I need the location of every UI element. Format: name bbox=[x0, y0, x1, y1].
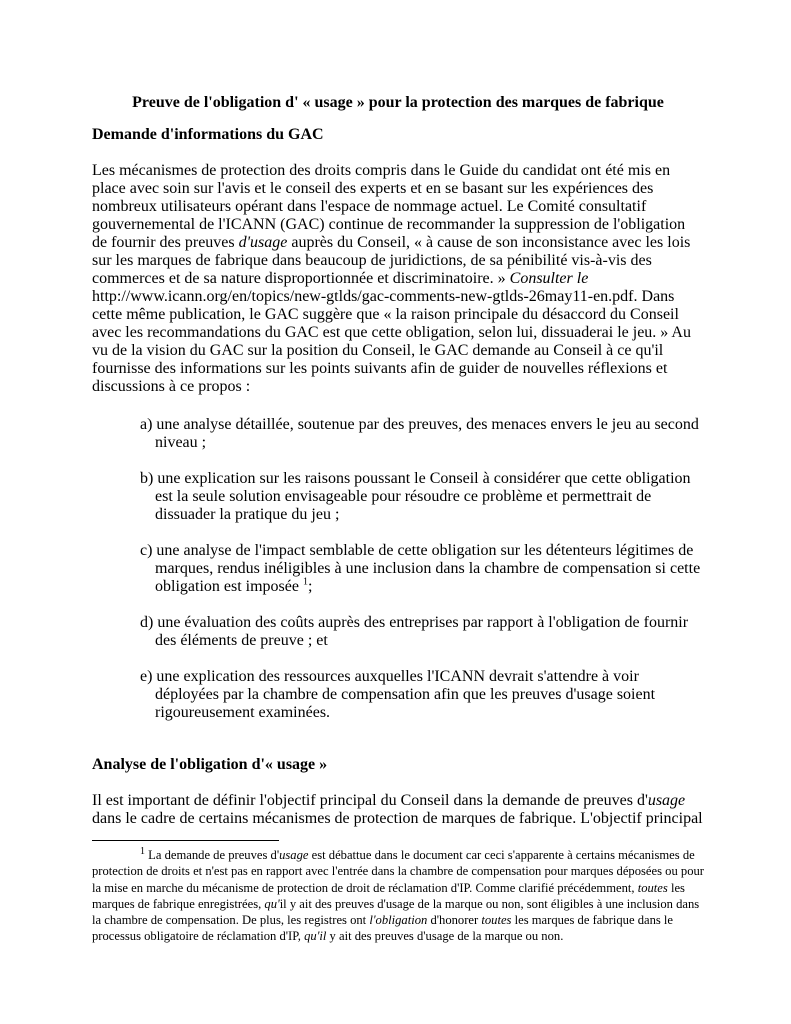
text-italic: usage bbox=[279, 848, 309, 862]
footnote-number: 1 bbox=[140, 845, 145, 857]
text: il y ait des preuves d'usage de la marque ou non, sont éligibles à une inclusion dans la chambre de compensation. De plus, les registres ont bbox=[92, 896, 700, 928]
text: est débattue dans le document car ceci s'apparente à certains mécanismes de protection de droits et n'est pas en rapport avec l'entrée dans la chambre de compensation pour marques déposées ou pour la mise en marche du mécanisme de protection de droit de réclamation d'IP. Comme clarifié précédemment, bbox=[92, 848, 704, 895]
text: dans le cadre de certains mécanismes de protection de marques de fabrique. L'objectif principal bbox=[92, 810, 703, 827]
text: http://www.icann.org/en/topics/new-gtlds/gac-comments-new-gtlds-26may11-en.pdf. Dans cette même publication, le GAC suggère que « la raison principale du désaccord du Conseil avec les recommandations du GAC est que cette obligation, selon lui, dissuaderai le jeu. » Au vu de la vision du GAC sur la position du Conseil, le GAC demande au Conseil à ce qu'il fournisse des informations sur les points suivants afin de guider de nouvelles réflexions et discussions à ce propos : bbox=[92, 288, 691, 395]
list-item-b: b) une explication sur les raisons poussant le Conseil à considérer que cette obligation est la seule solution envisageable pour résoudre ce problème et permettrait de dissuader la pratique du jeu ; bbox=[140, 470, 691, 523]
text: ; bbox=[307, 578, 313, 595]
text-italic: d'usage bbox=[238, 234, 288, 251]
text: d'honorer bbox=[427, 913, 482, 928]
analysis-paragraph bbox=[92, 792, 704, 828]
list-item-d: d) une évaluation des coûts auprès des entreprises par rapport à l'obligation de fournir des éléments de preuve ; et bbox=[140, 614, 689, 649]
text-italic: l'obligation bbox=[369, 913, 428, 928]
text: Il est important de définir l'objectif principal du Conseil dans la demande de preuves d' bbox=[92, 792, 648, 809]
document-title: Preuve de l'obligation d' « usage » pour la protection des marques de fabrique bbox=[132, 94, 664, 111]
footnote bbox=[92, 847, 704, 945]
text: c) une analyse de l'impact semblable de cette obligation sur les détenteurs légitimes de marques, rendus inéligibles à une inclusion dans la chambre de compensation si cette obligation est imposée bbox=[140, 542, 701, 595]
list-item-e: e) une explication des ressources auxquelles l'ICANN devrait s'attendre à voir déployées par la chambre de compensation afin que les preuves d'usage soient rigoureusement examinées. bbox=[140, 668, 656, 721]
text: les marques de fabrique dans le processus obligatoire de réclamation d'IP, bbox=[92, 913, 674, 944]
text: y ait des preuves d'usage de la marque ou non. bbox=[326, 929, 564, 944]
text-italic: usage bbox=[647, 792, 686, 809]
footnote-ref[interactable]: 1 bbox=[302, 576, 308, 588]
text: les marques de fabrique enregistrées, bbox=[92, 880, 685, 911]
footnote-separator bbox=[92, 840, 279, 841]
intro-paragraph bbox=[92, 162, 704, 396]
text-italic: qu'il bbox=[304, 929, 327, 944]
text: auprès du Conseil, « à cause de son inconsistance avec les lois sur les marques de fabrique dans beaucoup de juridictions, de sa pénibilité vis-à-vis des commerces et de sa nature disproportionnée et discriminatoire. » bbox=[92, 234, 691, 287]
text: La demande de preuves d' bbox=[145, 848, 280, 862]
list-item-c bbox=[140, 542, 704, 596]
text: Les mécanismes de protection des droits compris dans le Guide du candidat ont été mis en place avec soin sur l'avis et le conseil des experts et en se basant sur les expériences des nombreux utilisateurs opérant dans l'espace de nommage actuel. Le Comité consultatif gouvernemental de l'ICANN (GAC) continue de recommander la suppression de l'obligation de fournir des preuves bbox=[92, 162, 686, 251]
text-italic: qu' bbox=[264, 896, 280, 911]
text-italic: Consulter le bbox=[509, 270, 589, 287]
section-heading-gac: Demande d'informations du GAC bbox=[92, 126, 324, 143]
text-italic: toutes bbox=[481, 913, 512, 928]
section-heading-analyse: Analyse de l'obligation d'« usage » bbox=[92, 756, 328, 773]
text-italic: toutes bbox=[637, 880, 668, 895]
list-item-a: a) une analyse détaillée, soutenue par des preuves, des menaces envers le jeu au second niveau ; bbox=[140, 416, 699, 451]
